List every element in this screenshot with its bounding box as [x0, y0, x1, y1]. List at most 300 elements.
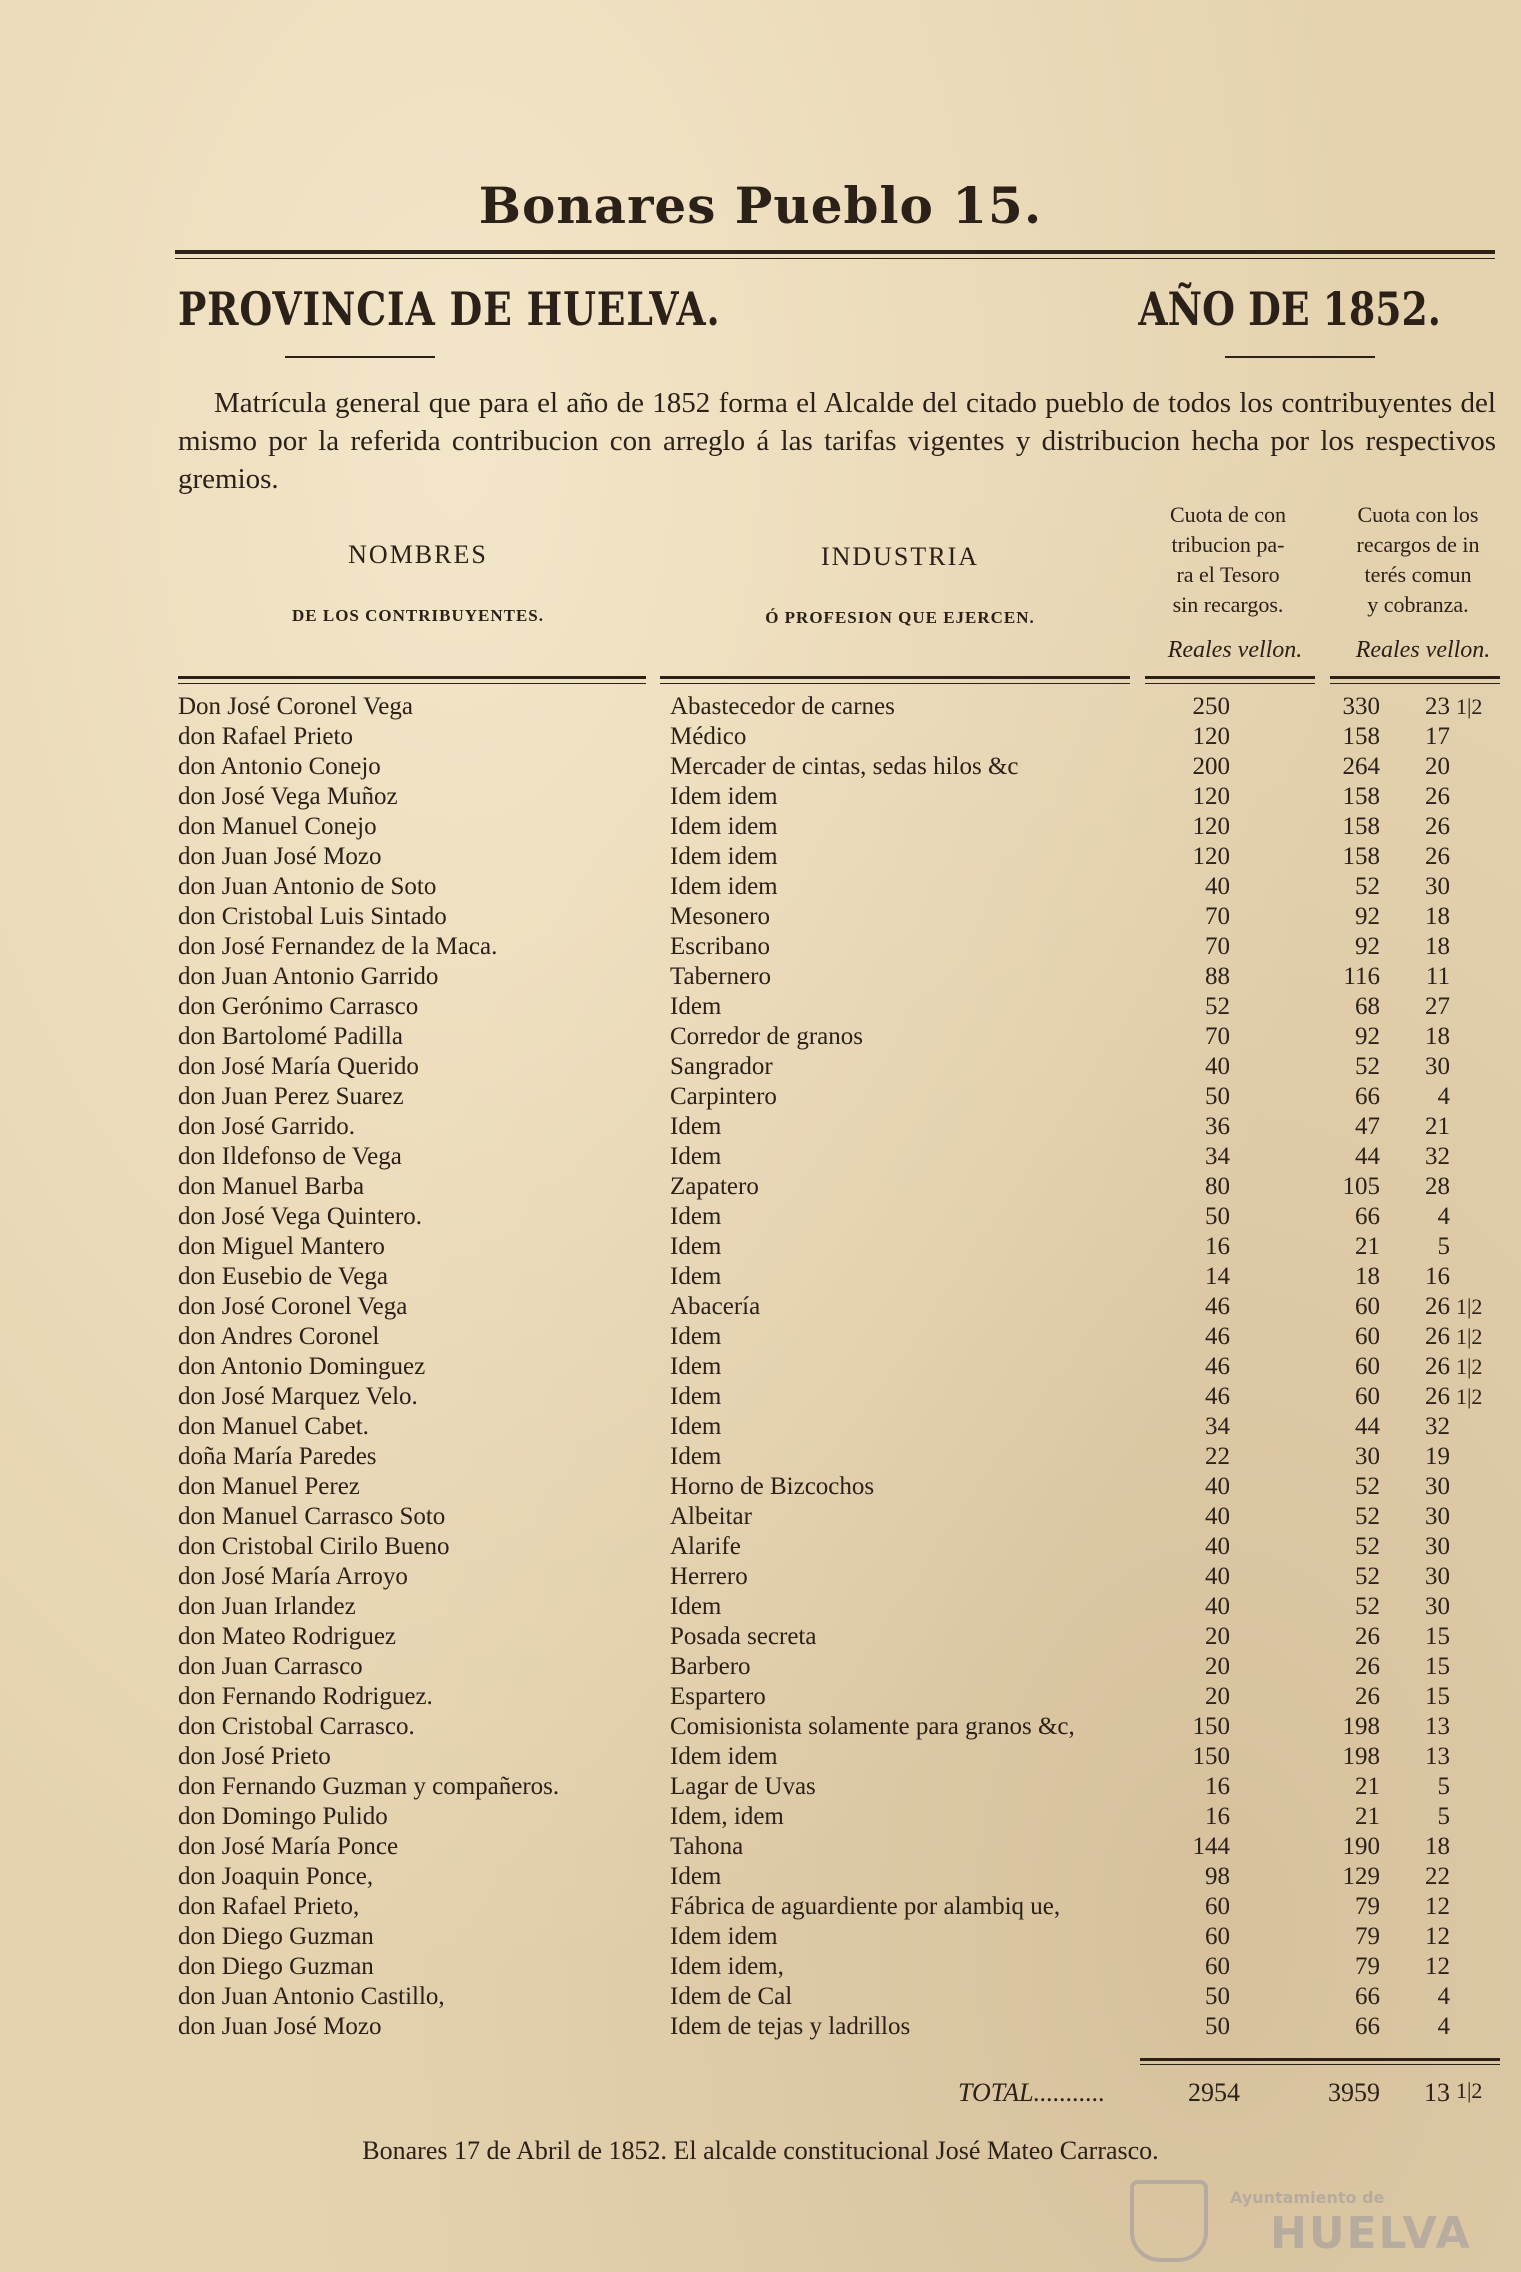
total-quota: 79: [1355, 1953, 1380, 1980]
total-quota-fraction: 1|2: [1456, 1354, 1483, 1379]
industry-name: Idem: [670, 1203, 722, 1230]
contributor-name: don Bartolomé Padilla: [178, 1023, 403, 1050]
industry-name: Idem de Cal: [670, 1983, 793, 2010]
total-quota-cents: 17: [1425, 723, 1450, 750]
total-quota-fraction: 1|2: [1456, 1294, 1483, 1319]
contributor-name: don Manuel Conejo: [178, 813, 377, 840]
industry-name: Idem: [670, 1323, 722, 1350]
total-quota-cents: 15: [1425, 1653, 1450, 1680]
total-quota-cents: 18: [1425, 1833, 1450, 1860]
table-row: [0, 1322, 1521, 1352]
total-quota-cents: 5: [1437, 1773, 1450, 1800]
contributor-name: don Juan José Mozo: [178, 843, 382, 870]
contributor-name: don Domingo Pulido: [178, 1803, 388, 1830]
industry-name: Sangrador: [670, 1053, 773, 1080]
table-row: [0, 1592, 1521, 1622]
contributor-name: don Manuel Perez: [178, 1473, 360, 1500]
total-quota-cents: 30: [1425, 1593, 1450, 1620]
table-row: [0, 1982, 1521, 2012]
industry-name: Médico: [670, 723, 747, 750]
total-quota: 26: [1355, 1623, 1380, 1650]
base-quota: 98: [1205, 1863, 1230, 1890]
contributor-name: don José Garrido.: [178, 1113, 356, 1140]
base-quota: 150: [1192, 1743, 1230, 1770]
base-quota-header: [1138, 500, 1318, 620]
table-row: [0, 842, 1521, 872]
contributor-name: don Juan Antonio Castillo,: [178, 1983, 445, 2010]
industry-name: Zapatero: [670, 1173, 759, 1200]
total-quota: 52: [1355, 1563, 1380, 1590]
industry-name: Idem: [670, 1443, 722, 1470]
total-quota: 158: [1342, 723, 1380, 750]
total-label: TOTAL...........: [958, 2078, 1106, 2107]
base-quota: 120: [1192, 783, 1230, 810]
industry-name: Tabernero: [670, 963, 771, 990]
total-quota-cents: 12: [1425, 1923, 1450, 1950]
base-quota: 20: [1205, 1683, 1230, 1710]
contributor-name: don José María Ponce: [178, 1833, 399, 1860]
industry-name: Idem idem: [670, 1923, 778, 1950]
industry-name: Posada secreta: [670, 1623, 817, 1650]
table-row: [0, 812, 1521, 842]
table-row: [0, 1532, 1521, 1562]
table-row: [0, 902, 1521, 932]
base-quota: 120: [1192, 843, 1230, 870]
table-row: [0, 1202, 1521, 1232]
base-quota: 70: [1205, 1023, 1230, 1050]
base-quota: 80: [1205, 1173, 1230, 1200]
table-row: [0, 692, 1521, 722]
table-row: [0, 1442, 1521, 1472]
base-quota: 60: [1205, 1953, 1230, 1980]
base-quota: 60: [1205, 1893, 1230, 1920]
contributor-name: don Manuel Barba: [178, 1173, 365, 1200]
contributor-name: don Diego Guzman: [178, 1923, 374, 1950]
base-quota: 36: [1205, 1113, 1230, 1140]
total-quota-cents: 30: [1425, 1533, 1450, 1560]
total-quota: 158: [1342, 783, 1380, 810]
contributor-name: don José María Querido: [178, 1053, 419, 1080]
names-column-subtitle: DE LOS CONTRIBUYENTES.: [291, 606, 545, 625]
total-quota: 105: [1342, 1173, 1380, 1200]
total-quota-line-2: recargos de in: [1356, 532, 1480, 557]
industry-name: Mercader de cintas, sedas hilos &c: [670, 753, 1019, 780]
industry-name: Idem: [670, 1413, 722, 1440]
total-quota: 21: [1355, 1803, 1380, 1830]
total-quota: 52: [1355, 873, 1380, 900]
table-row: [0, 1022, 1521, 1052]
table-row: [0, 1412, 1521, 1442]
industry-name: Horno de Bizcochos: [670, 1473, 875, 1500]
table-row: [0, 1832, 1521, 1862]
table-row: [0, 1232, 1521, 1262]
contributor-name: don Cristobal Carrasco.: [178, 1713, 415, 1740]
total-quota: 79: [1355, 1923, 1380, 1950]
stamp-line-2: HUELVA: [1270, 2208, 1472, 2259]
title-rule: [175, 250, 1495, 254]
ornament-right: [1225, 352, 1375, 362]
total-header-rule-thin: [1330, 683, 1500, 684]
base-quota: 120: [1192, 723, 1230, 750]
table-row: [0, 932, 1521, 962]
industry-name: Idem: [670, 1353, 722, 1380]
stamp-line-1: Ayuntamiento de: [1230, 2188, 1385, 2207]
base-quota: 50: [1205, 2013, 1230, 2040]
industry-name: Tahona: [670, 1833, 744, 1860]
total-quota-cents: 27: [1425, 993, 1450, 1020]
total-quota-cents: 15: [1425, 1623, 1450, 1650]
base-quota: 40: [1205, 1473, 1230, 1500]
total-quota-unit: Reales vellon.: [1355, 637, 1491, 663]
industry-name: Idem idem: [670, 843, 778, 870]
contributor-name: don Cristobal Cirilo Bueno: [178, 1533, 450, 1560]
table-row: [0, 1772, 1521, 1802]
total-quota-cents: 4: [1437, 1983, 1450, 2010]
industry-name: Idem: [670, 1113, 722, 1140]
total-quota: 52: [1355, 1503, 1380, 1530]
total-quota-cents: 26: [1425, 1323, 1450, 1350]
table-row: [0, 1262, 1521, 1292]
table-row: [0, 722, 1521, 752]
table-row: [0, 992, 1521, 1022]
contributor-name: don Diego Guzman: [178, 1953, 374, 1980]
table-row: [0, 1562, 1521, 1592]
total-quota-cents: 19: [1425, 1443, 1450, 1470]
base-quota: 70: [1205, 903, 1230, 930]
industry-name: Escribano: [670, 933, 770, 960]
contributor-name: don José María Arroyo: [178, 1563, 408, 1590]
total-quota: 52: [1355, 1053, 1380, 1080]
total-quota-cents: 26: [1425, 1293, 1450, 1320]
total-quota: 18: [1355, 1263, 1380, 1290]
base-quota: 40: [1205, 1593, 1230, 1620]
total-quota-cents: 30: [1425, 873, 1450, 900]
contributor-name: don Miguel Mantero: [178, 1233, 385, 1260]
total-quota-cents: 20: [1425, 753, 1450, 780]
base-quota: 200: [1192, 753, 1230, 780]
total-quota: 47: [1355, 1113, 1380, 1140]
total-quota-cents: 28: [1425, 1173, 1450, 1200]
total-quota: 330: [1342, 693, 1380, 720]
base-quota: 40: [1205, 1503, 1230, 1530]
total-quota-cents: 18: [1425, 933, 1450, 960]
table-row: [0, 1352, 1521, 1382]
total-quota: 68: [1355, 993, 1380, 1020]
table-row: [0, 962, 1521, 992]
table-row: [0, 1502, 1521, 1532]
base-quota: 46: [1205, 1293, 1230, 1320]
total-quota-cents: 13: [1425, 1743, 1450, 1770]
industry-name: Idem idem: [670, 873, 778, 900]
total-quota: 44: [1355, 1143, 1380, 1170]
total-quota-fraction: 1|2: [1456, 1324, 1483, 1349]
industry-name: Alarife: [670, 1533, 741, 1560]
total-quota-cents: 32: [1425, 1143, 1450, 1170]
total-quota: 116: [1343, 963, 1380, 990]
total-row: [0, 2078, 1521, 2112]
total-rule: [1140, 2058, 1500, 2061]
contributor-name: don Andres Coronel: [178, 1323, 380, 1350]
total-quota: 66: [1355, 1983, 1380, 2010]
industry-header-rule: [660, 676, 1130, 679]
total-quota-cents: 12: [1425, 1953, 1450, 1980]
ornament-left: [285, 352, 435, 362]
total-quota-cents: 22: [1425, 1863, 1450, 1890]
total-quota-cents: 4: [1437, 2013, 1450, 2040]
industry-name: Idem: [670, 1233, 722, 1260]
industry-column-title: INDUSTRIA: [820, 542, 980, 571]
industry-name: Idem, idem: [670, 1803, 784, 1830]
total-quota-cents: 32: [1425, 1413, 1450, 1440]
total-quota: 158: [1342, 843, 1380, 870]
names-header-rule-thin: [178, 683, 646, 684]
total-amount: 3959: [1328, 2078, 1380, 2107]
total-quota: 60: [1355, 1323, 1380, 1350]
total-quota-cents: 11: [1425, 963, 1450, 990]
document-title: Bonares Pueblo 15.: [478, 176, 1043, 235]
table-row: [0, 1292, 1521, 1322]
base-quota: 16: [1205, 1233, 1230, 1260]
contributor-name: don Manuel Cabet.: [178, 1413, 369, 1440]
total-quota-cents: 23: [1425, 693, 1450, 720]
base-quota: 60: [1205, 1923, 1230, 1950]
total-quota: 66: [1355, 2013, 1380, 2040]
total-quota-cents: 30: [1425, 1053, 1450, 1080]
total-quota: 52: [1355, 1473, 1380, 1500]
total-quota-header: [1328, 500, 1508, 620]
total-header-rule: [1330, 676, 1500, 679]
contributor-name: don José Marquez Velo.: [178, 1383, 418, 1410]
base-quota: 40: [1205, 1533, 1230, 1560]
industry-name: Corredor de granos: [670, 1023, 863, 1050]
table-row: [0, 1172, 1521, 1202]
total-quota: 264: [1342, 753, 1380, 780]
industry-header-rule-thin: [660, 683, 1130, 684]
base-quota: 40: [1205, 873, 1230, 900]
total-quota: 44: [1355, 1413, 1380, 1440]
contributor-name: don José Vega Quintero.: [178, 1203, 422, 1230]
contributor-name: don Antonio Dominguez: [178, 1353, 426, 1380]
table-row: [0, 752, 1521, 782]
total-quota: 52: [1355, 1593, 1380, 1620]
base-quota: 40: [1205, 1053, 1230, 1080]
industry-name: Abacería: [670, 1293, 761, 1320]
industry-name: Idem idem: [670, 1743, 778, 1770]
contributor-name: don Manuel Carrasco Soto: [178, 1503, 446, 1530]
base-header-rule-thin: [1145, 683, 1315, 684]
base-quota-line-1: Cuota de con: [1169, 502, 1287, 527]
table-row: [0, 2012, 1521, 2042]
industry-name: Herrero: [670, 1563, 748, 1590]
base-quota: 144: [1192, 1833, 1230, 1860]
total-quota-cents: 30: [1425, 1473, 1450, 1500]
total-quota-cents: 26: [1425, 1383, 1450, 1410]
contributor-name: don Fernando Rodriguez.: [178, 1683, 433, 1710]
total-quota-cents: 5: [1437, 1803, 1450, 1830]
table-row: [0, 1052, 1521, 1082]
contributor-name: don José Coronel Vega: [178, 1293, 408, 1320]
title-rule-thin: [175, 258, 1495, 259]
total-quota: 66: [1355, 1083, 1380, 1110]
contributor-name: don Rafael Prieto: [178, 723, 353, 750]
industry-name: Idem: [670, 993, 722, 1020]
total-quota-cents: 26: [1425, 813, 1450, 840]
base-quota: 46: [1205, 1353, 1230, 1380]
table-row: [0, 1082, 1521, 1112]
base-quota: 50: [1205, 1983, 1230, 2010]
table-row: [0, 1952, 1521, 1982]
total-quota-cents: 5: [1437, 1233, 1450, 1260]
total-quota-cents: 30: [1425, 1503, 1450, 1530]
contributor-name: don Juan José Mozo: [178, 2013, 382, 2040]
base-quota: 20: [1205, 1653, 1230, 1680]
total-quota-cents: 13: [1425, 1713, 1450, 1740]
contributor-name: don José Vega Muñoz: [178, 783, 398, 810]
contributor-name: don Juan Antonio de Soto: [178, 873, 437, 900]
total-quota: 92: [1355, 1023, 1380, 1050]
base-quota: 150: [1192, 1713, 1230, 1740]
base-quota: 46: [1205, 1383, 1230, 1410]
total-quota: 21: [1355, 1773, 1380, 1800]
contributor-name: doña María Paredes: [178, 1443, 377, 1470]
total-quota: 158: [1342, 813, 1380, 840]
year-heading: AÑO DE 1852.: [1138, 282, 1441, 336]
contributor-name: don Juan Carrasco: [178, 1653, 363, 1680]
total-rule-thin: [1140, 2064, 1500, 2065]
base-quota: 50: [1205, 1083, 1230, 1110]
total-quota: 26: [1355, 1653, 1380, 1680]
industry-column-subtitle: Ó PROFESION QUE EJERCEN.: [765, 608, 1035, 627]
base-quota: 16: [1205, 1773, 1230, 1800]
industry-name: Comisionista solamente para granos &c,: [670, 1713, 1075, 1740]
base-quota-unit: Reales vellon.: [1167, 637, 1303, 663]
base-quota: 14: [1205, 1263, 1230, 1290]
table-row: [0, 872, 1521, 902]
total-quota-cents: 16: [1425, 1263, 1450, 1290]
total-quota: 92: [1355, 903, 1380, 930]
total-quota: 52: [1355, 1533, 1380, 1560]
total-quota: 92: [1355, 933, 1380, 960]
total-quota: 26: [1355, 1683, 1380, 1710]
total-quota-cents: 26: [1425, 783, 1450, 810]
table-row: [0, 1892, 1521, 1922]
contributor-name: don Juan Perez Suarez: [178, 1083, 404, 1110]
contributor-name: don Antonio Conejo: [178, 753, 381, 780]
total-quota-fraction: 1|2: [1456, 694, 1483, 719]
base-quota: 88: [1205, 963, 1230, 990]
total-quota-cents: 4: [1437, 1083, 1450, 1110]
industry-name: Idem: [670, 1863, 722, 1890]
industry-name: Idem: [670, 1263, 722, 1290]
table-row: [0, 1682, 1521, 1712]
total-quota-cents: 15: [1425, 1683, 1450, 1710]
industry-name: Albeitar: [670, 1503, 752, 1530]
table-row: [0, 1652, 1521, 1682]
names-column-title: NOMBRES: [348, 540, 488, 569]
contributor-name: don Eusebio de Vega: [178, 1263, 388, 1290]
base-quota: 52: [1205, 993, 1230, 1020]
industry-name: Mesonero: [670, 903, 770, 930]
base-quota: 40: [1205, 1563, 1230, 1590]
base-quota-line-4: sin recargos.: [1172, 592, 1284, 617]
contributor-name: don José Prieto: [178, 1743, 331, 1770]
table-row: [0, 1802, 1521, 1832]
total-quota-cents: 26: [1425, 1353, 1450, 1380]
industry-name: Barbero: [670, 1653, 751, 1680]
total-quota: 21: [1355, 1233, 1380, 1260]
intro-paragraph: Matrícula general que para el año de 1852 forma el Alcalde del citado pueblo de todos los contribuyentes del mismo por la referida contribucion con arreglo á las tarifas vigentes y distribucion hecha por los respectivos gremios.: [178, 387, 1496, 495]
total-quota-cents: 30: [1425, 1563, 1450, 1590]
signature-line: Bonares 17 de Abril de 1852. El alcalde constitucional José Mateo Carrasco.: [362, 2136, 1159, 2165]
base-quota: 70: [1205, 933, 1230, 960]
table-row: [0, 1382, 1521, 1412]
base-quota: 34: [1205, 1413, 1230, 1440]
base-quota: 34: [1205, 1143, 1230, 1170]
total-quota-line-1: Cuota con los: [1357, 502, 1479, 527]
industry-name: Lagar de Uvas: [670, 1773, 816, 1800]
contributor-name: don Cristobal Luis Sintado: [178, 903, 447, 930]
names-header-rule: [178, 676, 646, 679]
contributor-name: don Fernando Guzman y compañeros.: [178, 1773, 560, 1800]
total-quota: 30: [1355, 1443, 1380, 1470]
industry-name: Idem idem: [670, 813, 778, 840]
base-quota: 22: [1205, 1443, 1230, 1470]
total-quota: 190: [1342, 1833, 1380, 1860]
base-quota: 50: [1205, 1203, 1230, 1230]
table-row: [0, 1742, 1521, 1772]
contributor-name: don Mateo Rodriguez: [178, 1623, 397, 1650]
base-quota-line-3: ra el Tesoro: [1176, 562, 1280, 587]
contributor-name: don Joaquin Ponce,: [178, 1863, 374, 1890]
total-quota: 66: [1355, 1203, 1380, 1230]
contributor-name: Don José Coronel Vega: [178, 693, 413, 720]
industry-name: Idem: [670, 1593, 722, 1620]
base-header-rule: [1145, 676, 1315, 679]
table-row: [0, 1862, 1521, 1892]
industry-name: Carpintero: [670, 1083, 777, 1110]
contributor-name: don José Fernandez de la Maca.: [178, 933, 498, 960]
industry-name: Abastecedor de carnes: [670, 693, 895, 720]
table-row: [0, 1112, 1521, 1142]
industry-name: Idem: [670, 1143, 722, 1170]
total-quota: 198: [1342, 1713, 1380, 1740]
total-quota-cents: 18: [1425, 1023, 1450, 1050]
industry-name: Idem: [670, 1383, 722, 1410]
shield-icon: [1130, 2180, 1208, 2262]
total-quota: 60: [1355, 1383, 1380, 1410]
industry-name: Idem idem,: [670, 1953, 784, 1980]
table-row: [0, 1922, 1521, 1952]
industry-name: Fábrica de aguardiente por alambiq ue,: [670, 1893, 1061, 1920]
province-heading: PROVINCIA DE HUELVA.: [178, 282, 721, 336]
total-quota-cents: 12: [1425, 1893, 1450, 1920]
total-quota-cents: 21: [1425, 1113, 1450, 1140]
contributor-name: don Rafael Prieto,: [178, 1893, 360, 1920]
contributor-name: don Ildefonso de Vega: [178, 1143, 402, 1170]
contributor-name: don Juan Antonio Garrido: [178, 963, 439, 990]
total-quota: 129: [1342, 1863, 1380, 1890]
total-quota: 79: [1355, 1893, 1380, 1920]
total-quota: 198: [1342, 1743, 1380, 1770]
total-quota-cents: 26: [1425, 843, 1450, 870]
total-cents: 13: [1424, 2078, 1450, 2107]
total-quota: 60: [1355, 1353, 1380, 1380]
table-row: [0, 1712, 1521, 1742]
industry-name: Espartero: [670, 1683, 766, 1710]
table-row: [0, 1472, 1521, 1502]
base-quota-line-2: tribucion pa-: [1171, 532, 1285, 557]
table-row: [0, 1622, 1521, 1652]
